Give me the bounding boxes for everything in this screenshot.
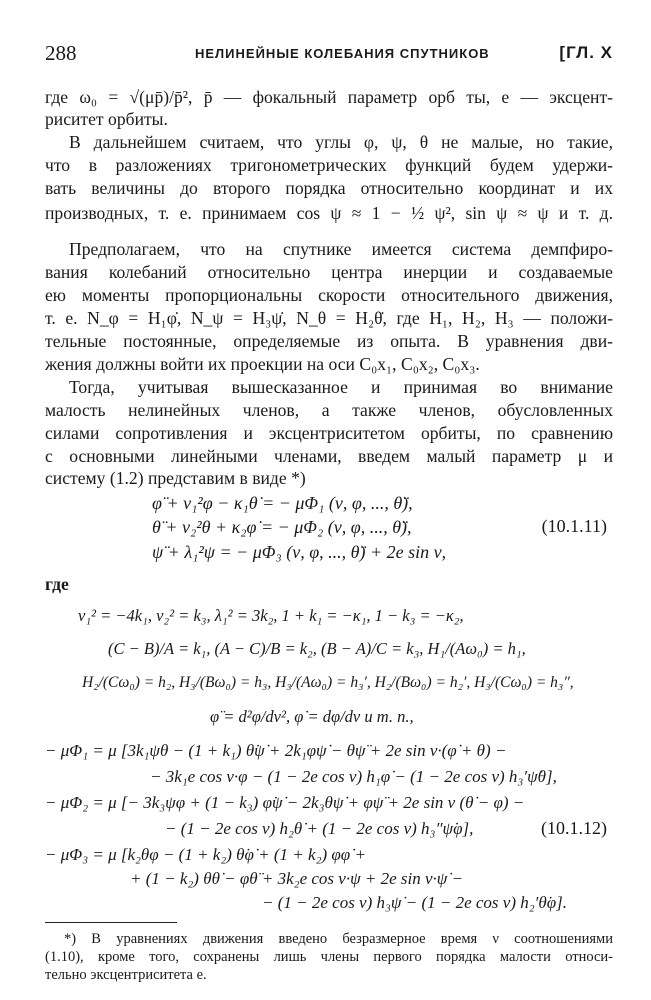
text-line: Тогда, учитывая вышесказанное и принимая во внимание xyxy=(69,377,613,397)
text-line: т. е. N_φ = H₁φ̇, N_ψ = H₃ψ̇, N_θ = H₂θ̇, где H₁, H₂, H₃ — положи- xyxy=(45,308,613,328)
text-line: с основными линейными членами, введем малый параметр μ и xyxy=(45,446,613,466)
equation-line: ψ̈ + λ₁²ψ = − μΦ₃ (ν, φ, ..., θ̈) + 2e sin ν, xyxy=(152,542,447,562)
equation-line: − μΦ₃ = μ [k₂θφ − (1 + k₂) θ̇φ̇ + (1 + k₂) φφ̇ + xyxy=(45,845,366,864)
chapter-label: [ГЛ. X xyxy=(559,43,613,62)
text-line: где ω₀ = √(μp̄)/p̄², p̄ — фокальный параметр орб ты, e — эксцент- xyxy=(45,87,613,107)
text-line: тельные постоянные, определяемые из опыта. В уравнения дви- xyxy=(45,331,613,351)
text-line: систему (1.2) представим в виде *) xyxy=(45,468,306,488)
text-line: вать величины до второго порядка относительно координат и их xyxy=(45,178,613,198)
equation-line: − 3k₁e cos ν·φ − (1 − 2e cos ν) h₁φ̇ − (1 − 2e cos ν) h₃′ψ̇θ], xyxy=(150,767,557,786)
equation-number: (10.1.12) xyxy=(541,818,607,838)
text-line: что в разложениях тригонометрических функций будем удержи- xyxy=(45,155,613,175)
definition-line: ν₁² = −4k₁, ν₂² = k₃, λ₁² = 3k₂, 1 + k₁ = −κ₁, 1 − k₃ = −κ₂, xyxy=(78,606,464,625)
equation-line: θ̈ + ν₂²θ + κ₂φ̇ = − μΦ₂ (ν, φ, ..., θ̈), xyxy=(152,517,412,537)
footnote-line: тельно эксцентриситета e. xyxy=(45,967,207,983)
text-line: В дальнейшем считаем, что углы φ, ψ, θ не малые, но такие, xyxy=(69,132,613,152)
running-title: НЕЛИНЕЙНЫЕ КОЛЕБАНИЯ СПУТНИКОВ xyxy=(195,46,490,61)
equation-line: − μΦ₁ = μ [3k₁ψθ − (1 + k₁) θ̇ψ̇ + 2k₁φψ̇ − θψ̈ + 2e sin ν·(φ̇ + θ) − xyxy=(45,741,507,760)
equation-line: + (1 − k₂) θθ̇ − φθ̈ + 3k₂e cos ν·ψ + 2e sin ν·ψ̇ − xyxy=(130,869,464,888)
definition-line: H₂/(Cω₀) = h₂, H₃/(Bω₀) = h₃, H₃/(Aω₀) = h₃′, H₂/(Bω₀) = h₂′, H₃/(Cω₀) = h₃″, xyxy=(82,674,574,691)
text-line: производных, т. е. принимаем cos ψ ≈ 1 − ½ ψ², sin ψ ≈ ψ и т. д. xyxy=(45,203,613,223)
text-line: жения должны войти их проекции на оси C₀x₁, C₀x₂, C₀x₃. xyxy=(45,354,480,374)
footnote-line: *) В уравнениях движения введено безразмерное время ν соотношениями xyxy=(64,931,613,947)
equation-line: − (1 − 2e cos ν) h₃ψ̇ − (1 − 2e cos ν) h₂′θ̇φ]. xyxy=(262,893,568,912)
page-number: 288 xyxy=(45,41,77,65)
definition-line: (C − B)/A = k₁, (A − C)/B = k₂, (B − A)/C = k₃, H₁/(Aω₀) = h₁, xyxy=(108,639,526,658)
text-line: риситет орбиты. xyxy=(45,109,168,129)
equation-line: − (1 − 2e cos ν) h₂θ̇ + (1 − 2e cos ν) h₃″ψ̇φ], xyxy=(165,819,474,838)
footnote-rule xyxy=(45,922,177,923)
footnote-line: (1.10), кроме того, сохранены лишь члены первого порядка малости относи- xyxy=(45,949,613,965)
text-line: ею моменты пропорциональны скорости относительного движения, xyxy=(45,285,613,305)
text-line: малость нелинейных членов, а также членов, обусловленных xyxy=(45,400,613,420)
page-header xyxy=(45,41,613,67)
text-line: Предполагаем, что на спутнике имеется система демпфиро- xyxy=(69,239,613,259)
definition-line: φ̈ = d²φ/dν², φ̇ = dφ/dν и т. п., xyxy=(210,707,414,726)
text-line: вания колебаний относительно центра инерции и создаваемые xyxy=(45,262,613,282)
equation-number: (10.1.11) xyxy=(541,516,607,536)
equation-line: − μΦ₂ = μ [− 3k₃ψφ + (1 − k₃) φ̇ψ̇ − 2k₃θψ̇ + φψ̈ + 2e sin ν (θ̇ − φ) − xyxy=(45,793,525,812)
equation-line: φ̈ + ν₁²φ − κ₁θ̇ = − μΦ₁ (ν, φ, ..., θ̈), xyxy=(152,493,413,513)
text-line: где xyxy=(45,574,69,594)
text-line: силами сопротивления и эксцентриситетом орбиты, по сравнению xyxy=(45,423,613,443)
